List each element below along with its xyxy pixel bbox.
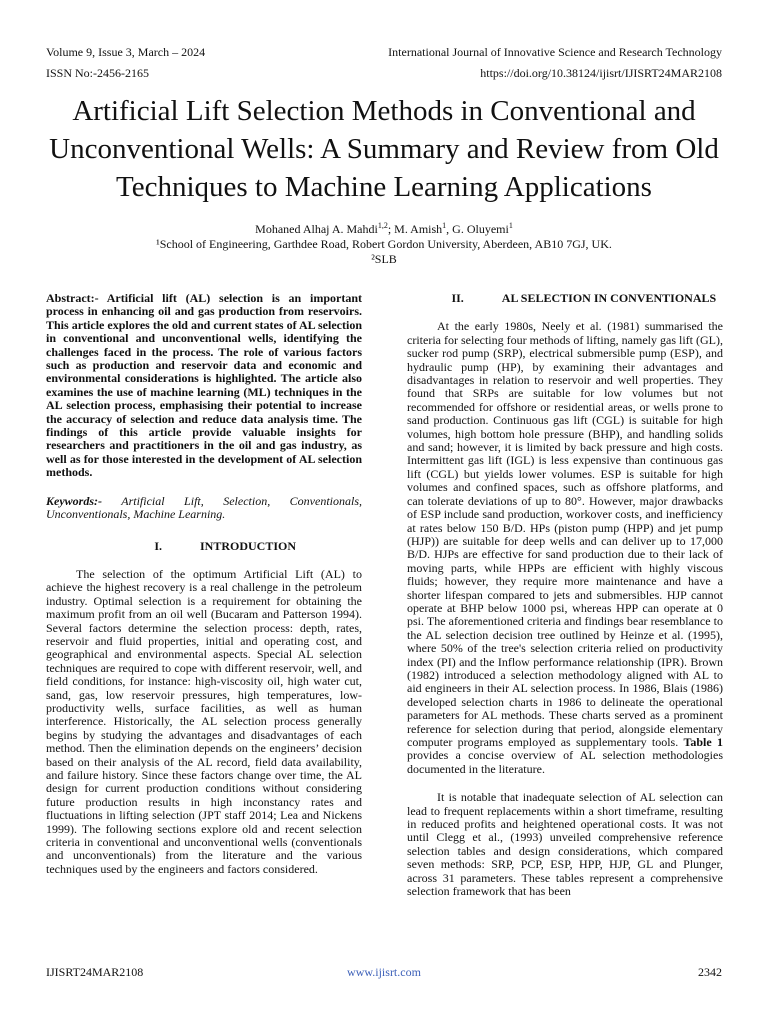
author-2-affiliation: 1 xyxy=(442,221,447,230)
table-reference[interactable]: Table 1 xyxy=(683,735,723,749)
author-1-affiliation: 1,2 xyxy=(377,221,388,230)
paper-title: Artificial Lift Selection Methods in Conventional and Unconventional Wells: A Summary and Review from Old Techniques to Machine Learning Applications xyxy=(49,95,719,203)
author-3: , G. Oluyemi xyxy=(446,222,509,236)
section-number: I. xyxy=(154,538,162,553)
section-heading-introduction xyxy=(46,540,362,553)
author-2: ; M. Amish xyxy=(387,222,443,236)
paragraph-text: At the early 1980s, Neely et al. (1981) summarised the criteria for selecting four methods of lifting, namely gas lift (GL), sucker rod pump (SRP), electrical submersible pump (ESP), and hydraulic pump (HP), by examining their advantages and disadvantages in relation to reservoir and well properties. They found that SRPs are suitable for low volumes but not recommended for offshore or residential areas, or wells prone to sand production. Continuous gas lift (CGL) is suitable for high volumes, high bottom hole pressure (BHP), and handling solids and sand; however, it is limited by back pressure and high costs. Intermittent gas lift (IGL) is less expensive than continuous gas lift (CGL) but yields lower volumes. ESP is suitable for high volumes and confined spaces, such as offshore platforms, and can tolerate deviations of up to 80°. However, major drawbacks of ESP include sand production, workover costs, and inefficiency at rates below 150 B/D. HPs (piston pump (HPP) and jet pump (HJP)) are suitable for deep wells and can deliver up to 17,000 B/D. HJPs are effective for sand production due to their lack of moving parts, while HPPs are efficient with highly viscous fluids; however, they require more maintenance and have a shorter lifespan compared to jets and submersibles. HJP cannot operate at BHP below 1000 psi, whereas HPP can operate at 0 psi. The aforementioned criteria and findings bear resemblance to the AL selection decision tree outlined by Heinze et al. (1995), where 50% of the tree's selection criteria relied on productivity index (PI) and the Inflow performance relationship (IPR). Brown (1982) introduced a selection methodology aligned with AL to aid engineers in their AL selection process. In 1986, Blais (1986) developed selection charts in 1986 to delineate the operational parameters for AL methods. These charts served as a prominent reference for selection during that period, alongside elementary computer programs employed as supplementary tools. xyxy=(407,319,723,749)
conventionals-paragraph-2: It is notable that inadequate selection of AL selection can lead to frequent replacements within a short timeframe, resulting in reduced profits and heightened operational costs. It was not until Clegg et al., (1993) unveiled comprehensive reference selection tables and design considerations, which compared seven methods: SRP, PCP, ESP, HPP, HJP, GL and Plunger, across 31 parameters. These tables represent a comprehensive selection framework that has been xyxy=(407,790,723,899)
author-list xyxy=(0,221,768,237)
keywords-label: Keywords:- xyxy=(46,493,102,508)
section-title: AL SELECTION IN CONVENTIONALS xyxy=(501,291,717,305)
conventionals-paragraph-1 xyxy=(407,320,723,776)
section-number: II. xyxy=(451,291,464,305)
keywords xyxy=(46,495,362,522)
page-number: 2342 xyxy=(698,965,722,979)
right-column xyxy=(407,292,723,898)
author-1: Mohaned Alhaj A. Mahdi xyxy=(255,222,378,236)
footer-paper-id: IJISRT24MAR2108 xyxy=(46,965,144,979)
paragraph-text: provides a concise overview of AL selection methodologies documented in the literature. xyxy=(407,748,723,776)
section-heading-conventionals xyxy=(407,292,723,305)
journal-name: International Journal of Innovative Science and Research Technology xyxy=(388,45,722,59)
section-title: INTRODUCTION xyxy=(199,538,296,553)
issn: ISSN No:-2456-2165 xyxy=(46,66,150,80)
volume-issue: Volume 9, Issue 3, March – 2024 xyxy=(46,45,206,59)
author-3-affiliation: 1 xyxy=(508,221,513,230)
intro-paragraph: The selection of the optimum Artificial Lift (AL) to achieve the highest recovery is a real challenge in the petroleum industry. Optimal selection is a requirement for obtaining the maximum profit from an oil well (Bucaram and Patterson 1994). Several factors determine the selection process: depth, rates, reservoir and fluid properties, initial and operating cost, and geographical and environmental aspects. Special AL selection techniques are required to cope with different reservoir, well, and field conditions, for instance: high-viscosity oil, high water cut, sand, gas, low reservoir pressures, high temperatures, low-productivity wells, surface facilities, as well as human interference. Historically, the AL selection process generally begins by studying the advantages and disadvantages of each method. Then the elimination depends on the engineers’ decision based on their analysis of the AL record, field data availability, and failure history. Since these factors change over time, the AL design for current production conditions without considering future production results in high inconstancy rates and fluctuations in lifting selection (JPT staff 2014; Lea and Nickens 1999). The following sections explore old and recent selection criteria in conventional and unconventional wells (conventionals and unconventionals) from the literature and the various techniques used by the engineers and factors considered. xyxy=(46,566,362,876)
doi-link[interactable]: https://doi.org/10.38124/ijisrt/IJISRT24MAR2108 xyxy=(480,66,722,80)
affiliation-1: ¹School of Engineering, Garthdee Road, Robert Gordon University, Aberdeen, AB10 7GJ, UK. xyxy=(156,237,612,251)
abstract: Abstract:- Artificial lift (AL) selection is an important process in enhancing oil and gas production from reservoirs. This article explores the old and current states of AL selection in conventional and unconventional wells, identifying the challenges faced in the process. The role of various factors such as production and reservoir data and economic and environmental considerations is highlighted. The article also examines the use of machine learning (ML) techniques in the AL selection process, emphasising their potential to increase the accuracy of selection and reduce data analysis time. The findings of this article provide valuable insights for researchers and practitioners in the oil and gas industry, as well as for those interested in the development of AL selection methods. xyxy=(46,291,362,480)
keywords-text: Artificial Lift, Selection, Conventionals, Unconventionals, Machine Learning. xyxy=(46,493,362,522)
affiliation-2: ²SLB xyxy=(371,252,397,266)
footer-website-link[interactable]: www.ijisrt.com xyxy=(347,965,421,979)
left-column xyxy=(46,292,362,876)
